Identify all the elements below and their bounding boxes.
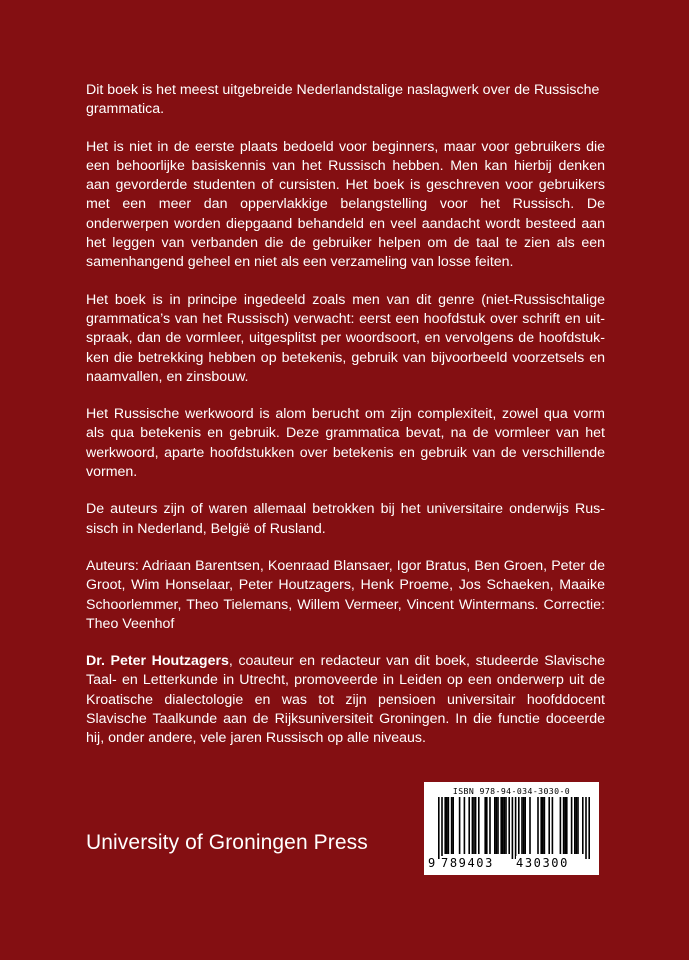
barcode-bar — [468, 797, 470, 854]
barcode-bar — [496, 797, 498, 854]
barcode-bar — [508, 797, 510, 854]
barcode-guard-bar — [515, 797, 517, 859]
editor-name: Dr. Peter Houtzagers — [86, 653, 229, 670]
editor-bio-paragraph — [86, 652, 605, 748]
barcode-bar — [486, 797, 488, 854]
barcode-bar — [497, 797, 499, 854]
structure-paragraph: Het boek is in principe ingedeeld zoals men van dit genre (niet-Russischtalige grammatica’s van het Russisch) verwacht: eerst een hoofdstuk over schrift en uitspraak, dan de vormleer, uitgesplitst per woordsoort, en vervolgens de hoofdstukken die betrekking hebben op betekenis, gebruik van bijvoorbeeld voorzetsels en naamvallen, en zinsbouw. — [86, 291, 605, 385]
barcode-bar — [552, 797, 554, 854]
audience-paragraph: Het is niet in de eerste plaats bedoeld voor beginners, maar voor gebruikers die een behoorlijke basiskennis van het Russisch hebben. Men kan hierbij denken aan gevorderde studenten of cursisten. Het boek is geschreven voor gebruikers met een meer dan oppervlakkige belangstelling voor het Russisch. De onderwerpen worden diepgaand behandeld en veel aandacht wordt besteed aan het leggen van verbanden die de gebruiker helpen om de taal te zien als een samenhangend geheel en niet als een verzameling van losse feiten. — [86, 138, 605, 271]
barcode-guard-bar — [441, 797, 443, 859]
barcode-bar — [478, 797, 480, 854]
barcode-bar — [505, 797, 507, 854]
barcode-bar — [548, 797, 550, 854]
barcode-bar — [560, 797, 562, 854]
authors-list-paragraph: Auteurs: Adriaan Barentsen, Koenraad Blansaer, Igor Bratus, Ben Groen, Peter de Groot, Wim Honselaar, Peter Houtzagers, Henk Proeme, Jos Schaeken, Maaike Schoorlemmer, Theo Tielemans, Willem Vermeer, Vincent Wintermans. Correctie: Theo Veenhof — [86, 557, 605, 632]
barcode-digits — [424, 856, 599, 872]
barcode-bar — [524, 797, 526, 854]
barcode-bar — [475, 797, 477, 854]
barcode-bar — [451, 797, 453, 854]
barcode-bar — [484, 797, 486, 854]
barcode-digits-left: 789403 — [441, 856, 494, 870]
barcode-bar — [494, 797, 496, 854]
barcode-bar — [504, 797, 506, 854]
barcode-bar — [452, 797, 454, 854]
blurb-text — [86, 81, 605, 767]
barcode-guard-bar — [512, 797, 514, 859]
barcode-bar — [577, 797, 579, 854]
barcode-bar — [444, 797, 446, 854]
barcode-bar — [518, 797, 520, 854]
barcode-bar — [473, 797, 475, 854]
barcode-bar — [448, 797, 450, 854]
intro-paragraph: Dit boek is het meest uitgebreide Nederlandstalige naslagwerk over de Russische grammatica. — [86, 82, 600, 118]
barcode-bar — [566, 797, 568, 854]
barcode-bar — [523, 797, 525, 854]
authors-affiliation-paragraph: De auteurs zijn of waren allemaal betrokken bij het universitaire onderwijs Russisch in Nederland, België of Rusland. — [86, 501, 605, 537]
verb-paragraph: Het Russische werkwoord is alom berucht om zijn complexiteit, zowel qua vorm als qua betekenis en gebruik. Deze grammatica bevat, na de vormleer van het werkwoord, aparte hoofdstukken over betekenis en gebruik van de verschillende vormen. — [86, 406, 605, 481]
barcode-bar — [540, 797, 542, 854]
barcode-bar — [500, 797, 502, 854]
barcode-bar — [537, 797, 539, 854]
barcode-guard-bar — [585, 797, 587, 859]
barcode-bar — [529, 797, 531, 854]
editor-bio-text: , coauteur en redacteur van dit boek, studeerde Slavische Taal- en Letterkunde in Utrecht, promoveerde in Leiden op een onderwerp uit de Kroatische dialectologie en was tot zijn pensioen universitair hoofddocent Slavische Taalkunde aan de Rijksuniversiteit Groningen. In die functie doceerde hij, onder andere, vele jaren Russisch op alle niveaus. — [86, 653, 605, 747]
barcode-bar — [574, 797, 576, 854]
barcode-bar — [582, 797, 584, 854]
barcode-bar — [542, 797, 544, 854]
barcode-bar — [521, 797, 523, 854]
barcode-bar — [544, 797, 546, 854]
barcode-guard-bar — [588, 797, 590, 859]
isbn-barcode — [424, 782, 599, 875]
publisher-name: University of Groningen Press — [86, 831, 368, 854]
barcode-bar — [459, 797, 461, 854]
barcode-bar — [571, 797, 573, 854]
barcode-bar — [576, 797, 578, 854]
barcode-bar — [472, 797, 474, 854]
barcode-guard-bar — [438, 797, 440, 859]
barcode-digit-lead: 9 — [428, 856, 436, 870]
barcode-bar — [563, 797, 565, 854]
barcode-bar — [464, 797, 466, 854]
isbn-label: ISBN 978-94-034-3030-0 — [452, 786, 571, 796]
barcode-digits-right: 430300 — [516, 856, 569, 870]
barcode-bar — [502, 797, 504, 854]
barcode-bar — [446, 797, 448, 854]
barcode-bar — [489, 797, 491, 854]
barcode-bars — [424, 797, 599, 859]
barcode-bar — [564, 797, 566, 854]
